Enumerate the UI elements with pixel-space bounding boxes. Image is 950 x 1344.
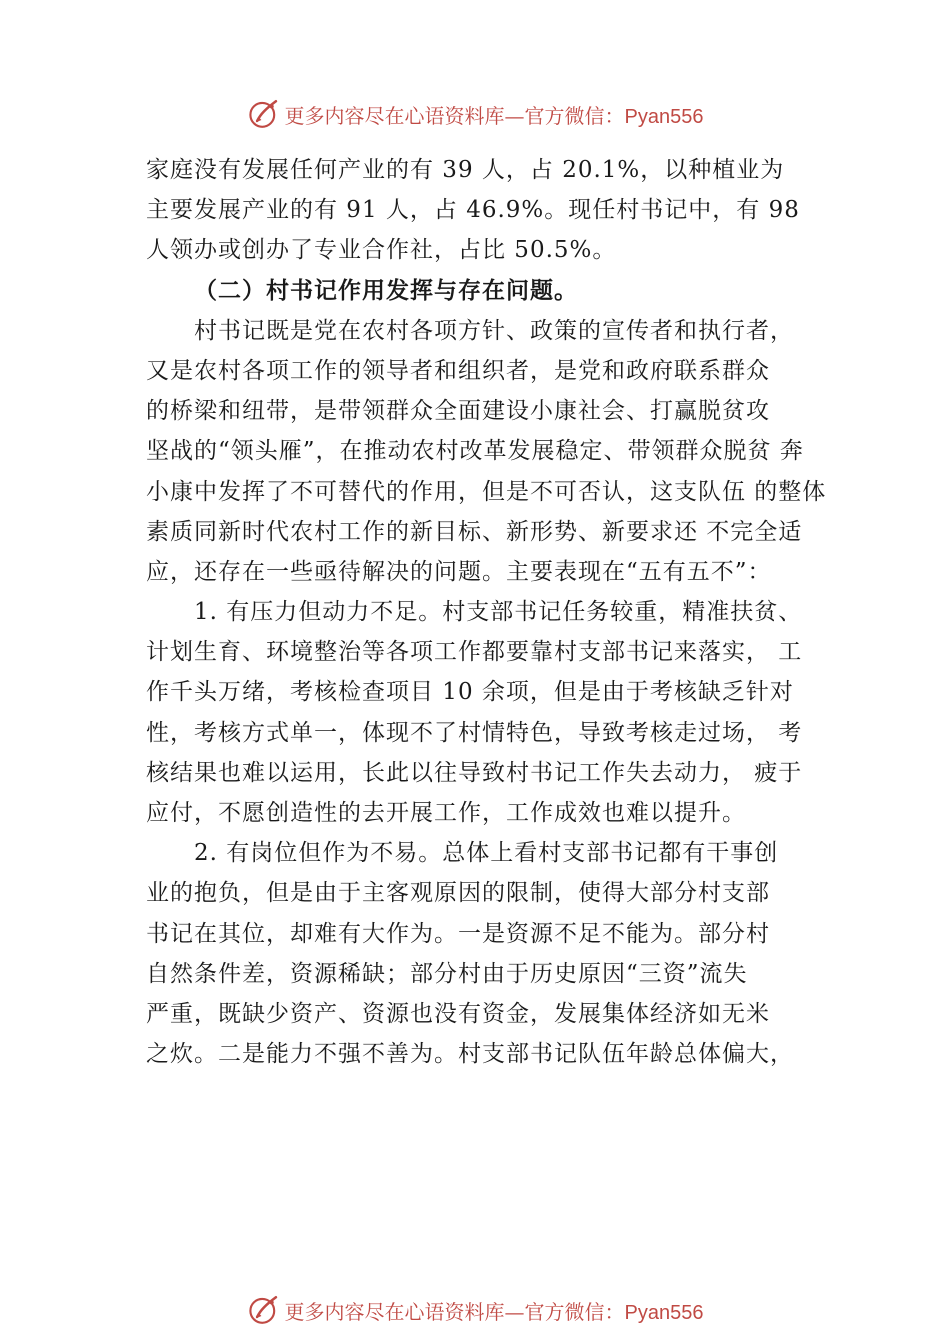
footer-banner [0,1290,950,1330]
body-line: 主要发展产业的有 91 人，占 46.9%。现任村书记中，有 98 [146,197,800,224]
body-line: 又是农村各项工作的领导者和组织者，是党和政府联系群众 [146,357,770,384]
body-line: 书记在其位，却难有大作为。一是资源不足不能为。部分村 [146,920,770,947]
body-line: 人领办或创办了专业合作社，占比 50.5%。 [146,237,617,264]
body-line: 1. 有压力但动力不足。村支部书记任务较重，精准扶贫、 [194,599,803,626]
body-line: 作千头万绪，考核检查项目 10 余项，但是由于考核缺乏针对 [146,679,794,706]
body-line: 计划生育、环境整治等各项工作都要靠村支部书记来落实， 工 [146,639,803,666]
brush-pen-logo-icon [247,97,281,131]
banner-text: 更多内容尽在心语资料库— [284,103,525,128]
body-line: 业的抱负，但是由于主客观原因的限制，使得大部分村支部 [146,880,770,907]
brush-pen-logo-icon [247,1293,281,1327]
body-line: 坚战的“领头雁”，在推动农村改革发展稳定、带领群众脱贫 奔 [146,438,804,465]
body-line: 家庭没有发展任何产业的有 39 人，占 20.1%，以种植业为 [146,157,785,183]
document-body [146,150,832,1074]
body-line: 性，考核方式单一，体现不了村情特色，导致考核走过场， 考 [146,719,803,746]
body-line: 核结果也难以运用，长此以往导致村书记工作失去动力， 疲于 [146,759,803,786]
body-line: 之炊。二是能力不强不善为。村支部书记队伍年龄总体偏大， [146,1041,794,1068]
body-line: 严重，既缺少资产、资源也没有资金，发展集体经济如无米 [146,1000,770,1027]
body-line: 村书记既是党在农村各项方针、政策的宣传者和执行者， [194,317,794,344]
body-line: 应，还存在一些亟待解决的问题。主要表现在“五有五不”： [146,558,772,585]
wechat-text: 官方微信：Pyan556 [524,1301,704,1324]
section-heading: （二）村书记作用发挥与存在问题。 [194,276,578,304]
body-line: 的桥梁和纽带，是带领群众全面建设小康社会、打赢脱贫攻 [146,398,770,425]
body-line: 自然条件差，资源稀缺；部分村由于历史原因“三资”流失 [146,960,748,987]
body-line: 2. 有岗位但作为不易。总体上看村支部书记都有干事创 [194,840,779,867]
banner-text: 更多内容尽在心语资料库— [284,1299,525,1324]
wechat-text: 官方微信：Pyan556 [524,105,704,128]
body-line: 应付，不愿创造性的去开展工作，工作成效也难以提升。 [146,800,746,826]
header-banner [0,94,950,134]
body-line: 素质同新时代农村工作的新目标、新形势、新要求还 不完全适 [146,518,803,545]
body-line: 小康中发挥了不可替代的作用，但是不可否认，这支队伍 的整体 [146,478,827,505]
